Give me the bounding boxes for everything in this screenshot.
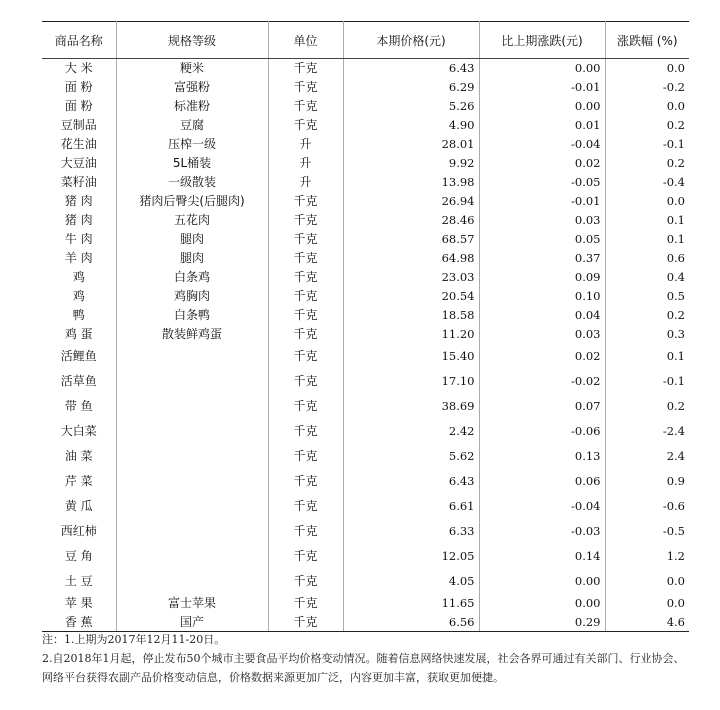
cell-change: 0.00 (479, 569, 605, 594)
cell-change: 0.06 (479, 469, 605, 494)
cell-change: -0.01 (479, 78, 605, 97)
cell-unit: 千克 (268, 569, 343, 594)
header-unit: 单位 (268, 22, 343, 59)
cell-product-name: 牛 肉 (42, 230, 116, 249)
cell-unit: 升 (268, 135, 343, 154)
cell-unit: 千克 (268, 344, 343, 369)
table-row (42, 325, 689, 344)
cell-current-price: 6.33 (343, 519, 479, 544)
cell-change: 0.00 (479, 594, 605, 613)
cell-change-pct: 0.2 (605, 394, 689, 419)
cell-change: 0.29 (479, 613, 605, 632)
cell-spec-grade: 腿肉 (116, 230, 268, 249)
cell-spec-grade: 豆腐 (116, 116, 268, 135)
price-table-container (42, 21, 689, 632)
cell-current-price: 28.01 (343, 135, 479, 154)
cell-spec-grade: 国产 (116, 613, 268, 632)
cell-unit: 升 (268, 154, 343, 173)
cell-unit: 千克 (268, 369, 343, 394)
cell-unit: 千克 (268, 230, 343, 249)
cell-spec-grade: 白条鸡 (116, 268, 268, 287)
cell-change-pct: -0.2 (605, 78, 689, 97)
cell-change-pct: 1.2 (605, 544, 689, 569)
cell-spec-grade: 压榨一级 (116, 135, 268, 154)
cell-change-pct: 0.3 (605, 325, 689, 344)
cell-change: 0.02 (479, 154, 605, 173)
cell-change-pct: 0.2 (605, 306, 689, 325)
cell-unit: 升 (268, 173, 343, 192)
cell-current-price: 5.62 (343, 444, 479, 469)
cell-product-name: 鸡 (42, 287, 116, 306)
cell-current-price: 6.29 (343, 78, 479, 97)
cell-unit: 千克 (268, 192, 343, 211)
cell-change-pct: -0.1 (605, 135, 689, 154)
cell-unit: 千克 (268, 306, 343, 325)
cell-current-price: 4.90 (343, 116, 479, 135)
cell-change-pct: 0.2 (605, 154, 689, 173)
cell-current-price: 26.94 (343, 192, 479, 211)
cell-unit: 千克 (268, 544, 343, 569)
cell-product-name: 活草鱼 (42, 369, 116, 394)
cell-current-price: 17.10 (343, 369, 479, 394)
cell-unit: 千克 (268, 287, 343, 306)
cell-change: 0.05 (479, 230, 605, 249)
cell-spec-grade (116, 494, 268, 519)
cell-spec-grade: 猪肉后臀尖(后腿肉) (116, 192, 268, 211)
cell-product-name: 土 豆 (42, 569, 116, 594)
cell-current-price: 15.40 (343, 344, 479, 369)
cell-change: 0.13 (479, 444, 605, 469)
cell-change-pct: 0.0 (605, 569, 689, 594)
cell-current-price: 38.69 (343, 394, 479, 419)
cell-product-name: 鸭 (42, 306, 116, 325)
cell-change: 0.14 (479, 544, 605, 569)
table-row (42, 173, 689, 192)
table-row (42, 369, 689, 394)
cell-change-pct: 0.9 (605, 469, 689, 494)
cell-change-pct: -0.1 (605, 369, 689, 394)
cell-change: 0.00 (479, 97, 605, 116)
cell-spec-grade (116, 569, 268, 594)
footnote-1: 注：1.上期为2017年12月11-20日。 (42, 633, 226, 646)
cell-spec-grade: 5L桶装 (116, 154, 268, 173)
cell-change-pct: 0.1 (605, 211, 689, 230)
cell-change-pct: 0.0 (605, 192, 689, 211)
cell-product-name: 苹 果 (42, 594, 116, 613)
cell-change-pct: 0.2 (605, 116, 689, 135)
cell-unit: 千克 (268, 419, 343, 444)
cell-spec-grade: 腿肉 (116, 249, 268, 268)
cell-change: 0.01 (479, 116, 605, 135)
cell-spec-grade (116, 444, 268, 469)
cell-product-name: 豆制品 (42, 116, 116, 135)
cell-product-name: 猪 肉 (42, 192, 116, 211)
cell-change: 0.37 (479, 249, 605, 268)
cell-change-pct: 2.4 (605, 444, 689, 469)
header-change: 比上期涨跌(元) (479, 22, 605, 59)
cell-unit: 千克 (268, 268, 343, 287)
cell-change: 0.10 (479, 287, 605, 306)
cell-spec-grade: 标准粉 (116, 97, 268, 116)
cell-unit: 千克 (268, 494, 343, 519)
cell-product-name: 黄 瓜 (42, 494, 116, 519)
cell-spec-grade (116, 544, 268, 569)
cell-current-price: 6.56 (343, 613, 479, 632)
footnote-3: 网络平台获得农副产品价格变动信息，价格数据来源更加广泛，内容更加丰富，获取更加便捷。 (42, 671, 504, 684)
cell-change-pct: 0.1 (605, 230, 689, 249)
cell-change: -0.01 (479, 192, 605, 211)
cell-current-price: 23.03 (343, 268, 479, 287)
table-row (42, 306, 689, 325)
table-row (42, 230, 689, 249)
table-row (42, 494, 689, 519)
header-current-price: 本期价格(元) (343, 22, 479, 59)
cell-product-name: 大 米 (42, 59, 116, 78)
table-row (42, 268, 689, 287)
table-row (42, 594, 689, 613)
footnotes (42, 630, 692, 687)
cell-change-pct: 0.1 (605, 344, 689, 369)
cell-spec-grade (116, 394, 268, 419)
cell-product-name: 大白菜 (42, 419, 116, 444)
cell-change: 0.09 (479, 268, 605, 287)
cell-current-price: 13.98 (343, 173, 479, 192)
cell-current-price: 68.57 (343, 230, 479, 249)
cell-change: -0.06 (479, 419, 605, 444)
table-row (42, 344, 689, 369)
cell-spec-grade (116, 469, 268, 494)
table-row (42, 154, 689, 173)
table-row (42, 211, 689, 230)
cell-current-price: 18.58 (343, 306, 479, 325)
table-row (42, 59, 689, 78)
cell-current-price: 2.42 (343, 419, 479, 444)
cell-spec-grade: 粳米 (116, 59, 268, 78)
cell-product-name: 羊 肉 (42, 249, 116, 268)
cell-product-name: 鸡 蛋 (42, 325, 116, 344)
cell-current-price: 4.05 (343, 569, 479, 594)
table-row (42, 116, 689, 135)
header-spec-grade: 规格等级 (116, 22, 268, 59)
cell-unit: 千克 (268, 325, 343, 344)
cell-product-name: 西红柿 (42, 519, 116, 544)
table-row (42, 97, 689, 116)
cell-spec-grade: 白条鸭 (116, 306, 268, 325)
table-row (42, 249, 689, 268)
cell-change-pct: 4.6 (605, 613, 689, 632)
cell-change: -0.04 (479, 494, 605, 519)
cell-product-name: 大豆油 (42, 154, 116, 173)
cell-unit: 千克 (268, 97, 343, 116)
table-row (42, 469, 689, 494)
cell-product-name: 油 菜 (42, 444, 116, 469)
cell-unit: 千克 (268, 613, 343, 632)
cell-change-pct: -0.6 (605, 494, 689, 519)
table-row (42, 444, 689, 469)
cell-product-name: 活鲤鱼 (42, 344, 116, 369)
cell-change: 0.03 (479, 211, 605, 230)
cell-change: -0.05 (479, 173, 605, 192)
cell-unit: 千克 (268, 519, 343, 544)
cell-product-name: 面 粉 (42, 97, 116, 116)
cell-change: 0.04 (479, 306, 605, 325)
table-row (42, 419, 689, 444)
cell-spec-grade (116, 519, 268, 544)
cell-change-pct: 0.0 (605, 97, 689, 116)
cell-spec-grade (116, 419, 268, 444)
cell-change-pct: 0.0 (605, 59, 689, 78)
table-row (42, 78, 689, 97)
cell-unit: 千克 (268, 444, 343, 469)
table-header-row (42, 22, 689, 59)
table-row (42, 192, 689, 211)
cell-product-name: 鸡 (42, 268, 116, 287)
table-row (42, 519, 689, 544)
cell-current-price: 12.05 (343, 544, 479, 569)
cell-current-price: 5.26 (343, 97, 479, 116)
cell-unit: 千克 (268, 594, 343, 613)
cell-spec-grade (116, 369, 268, 394)
cell-change-pct: 0.6 (605, 249, 689, 268)
price-table (42, 21, 689, 632)
cell-change: -0.02 (479, 369, 605, 394)
cell-current-price: 6.43 (343, 469, 479, 494)
cell-spec-grade: 富强粉 (116, 78, 268, 97)
table-row (42, 544, 689, 569)
cell-product-name: 豆 角 (42, 544, 116, 569)
header-product-name: 商品名称 (42, 22, 116, 59)
cell-change: 0.02 (479, 344, 605, 369)
cell-change: -0.03 (479, 519, 605, 544)
header-change-pct: 涨跌幅 (%) (605, 22, 689, 59)
cell-spec-grade: 五花肉 (116, 211, 268, 230)
cell-current-price: 6.61 (343, 494, 479, 519)
table-row (42, 613, 689, 632)
table-row (42, 394, 689, 419)
cell-product-name: 花生油 (42, 135, 116, 154)
cell-current-price: 11.20 (343, 325, 479, 344)
cell-product-name: 香 蕉 (42, 613, 116, 632)
cell-unit: 千克 (268, 394, 343, 419)
cell-product-name: 面 粉 (42, 78, 116, 97)
cell-unit: 千克 (268, 469, 343, 494)
cell-unit: 千克 (268, 78, 343, 97)
table-row (42, 135, 689, 154)
cell-change-pct: 0.5 (605, 287, 689, 306)
footnote-2: 2.自2018年1月起，停止发布50个城市主要食品平均价格变动情况。随着信息网络快速发展，社会各界可通过有关部门、行业协会、 (42, 652, 685, 665)
cell-unit: 千克 (268, 59, 343, 78)
cell-unit: 千克 (268, 249, 343, 268)
cell-change-pct: 0.0 (605, 594, 689, 613)
cell-spec-grade: 散装鲜鸡蛋 (116, 325, 268, 344)
cell-current-price: 28.46 (343, 211, 479, 230)
cell-unit: 千克 (268, 211, 343, 230)
cell-spec-grade: 富士苹果 (116, 594, 268, 613)
cell-spec-grade (116, 344, 268, 369)
cell-current-price: 11.65 (343, 594, 479, 613)
cell-change: 0.03 (479, 325, 605, 344)
cell-product-name: 芹 菜 (42, 469, 116, 494)
cell-current-price: 20.54 (343, 287, 479, 306)
cell-change-pct: -0.4 (605, 173, 689, 192)
table-row (42, 287, 689, 306)
cell-change: 0.00 (479, 59, 605, 78)
cell-change-pct: 0.4 (605, 268, 689, 287)
cell-spec-grade: 一级散装 (116, 173, 268, 192)
cell-change: -0.04 (479, 135, 605, 154)
cell-current-price: 6.43 (343, 59, 479, 78)
cell-change-pct: -0.5 (605, 519, 689, 544)
cell-unit: 千克 (268, 116, 343, 135)
table-row (42, 569, 689, 594)
cell-product-name: 带 鱼 (42, 394, 116, 419)
cell-spec-grade: 鸡胸肉 (116, 287, 268, 306)
cell-product-name: 猪 肉 (42, 211, 116, 230)
cell-change-pct: -2.4 (605, 419, 689, 444)
cell-change: 0.07 (479, 394, 605, 419)
cell-product-name: 菜籽油 (42, 173, 116, 192)
cell-current-price: 64.98 (343, 249, 479, 268)
cell-current-price: 9.92 (343, 154, 479, 173)
